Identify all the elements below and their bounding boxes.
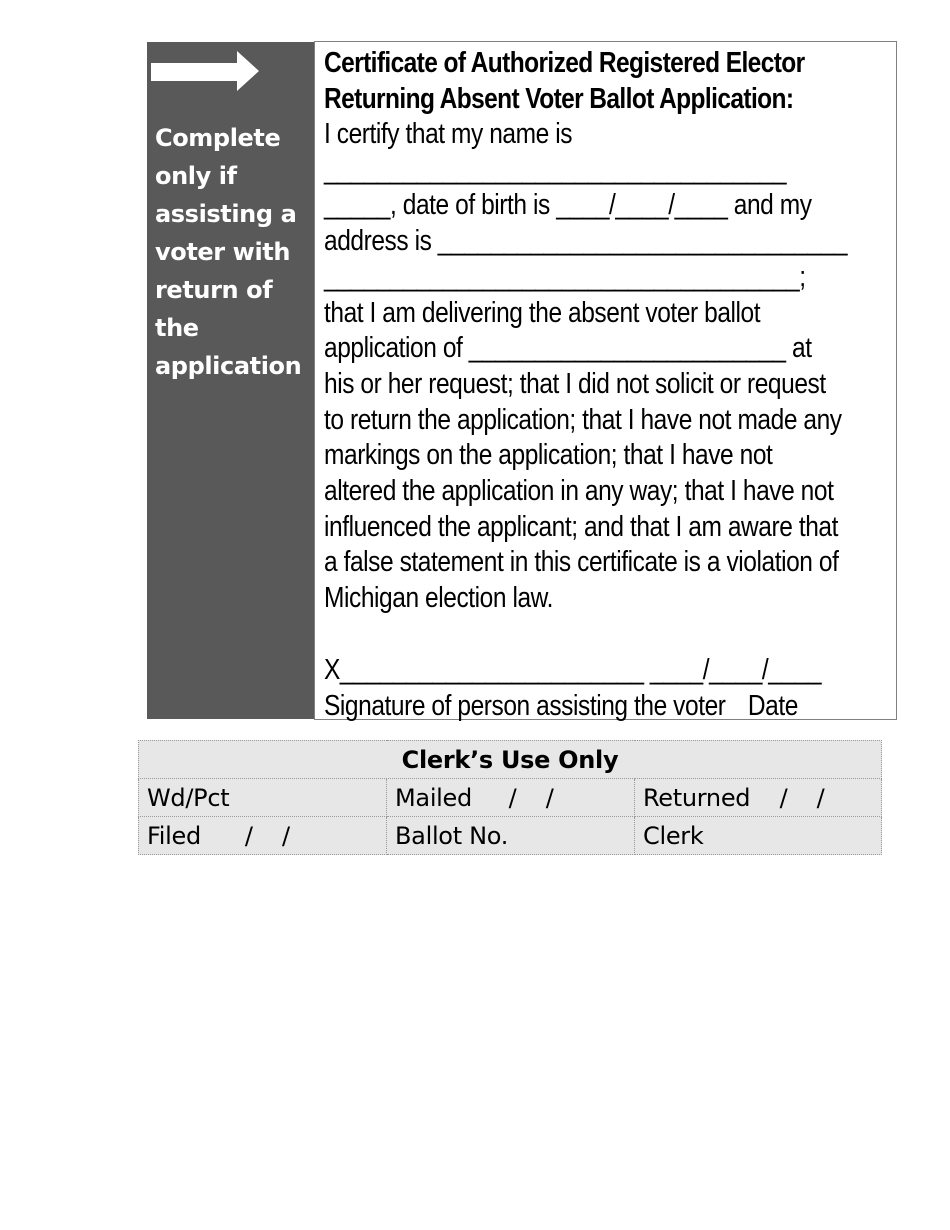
body-line: markings on the application; that I have not bbox=[324, 439, 773, 472]
clerk-table-title: Clerk’s Use Only bbox=[139, 741, 882, 779]
mailed-cell[interactable] bbox=[387, 779, 635, 817]
filed-cell[interactable] bbox=[139, 817, 387, 855]
body-line: influenced the applicant; and that I am aware that bbox=[324, 510, 838, 543]
signature-label: Signature of person assisting the voter bbox=[324, 690, 726, 722]
date-label: Date bbox=[747, 690, 798, 722]
returned-cell[interactable] bbox=[635, 779, 882, 817]
body-line: his or her request; that I did not solicit or request bbox=[324, 367, 826, 400]
clerk-use-table bbox=[138, 740, 882, 855]
date-slashes: / / bbox=[471, 783, 554, 812]
certificate-box bbox=[314, 41, 897, 720]
ballot-no-cell[interactable] bbox=[387, 817, 635, 855]
certificate-title bbox=[324, 45, 805, 117]
body-line: a false statement in this certificate is a violation of bbox=[324, 546, 839, 579]
date-slashes: / / bbox=[750, 783, 825, 812]
body-line: altered the application in any way; that I have not bbox=[324, 475, 834, 508]
signature-caption bbox=[324, 688, 798, 724]
cell-label: Filed bbox=[147, 821, 201, 850]
body-line: to return the application; that I have not made any bbox=[324, 403, 842, 436]
cell-label: Ballot No. bbox=[395, 821, 509, 850]
cell-label: Wd/Pct bbox=[147, 783, 230, 812]
table-row bbox=[139, 741, 882, 779]
cell-label: Mailed bbox=[395, 783, 472, 812]
wd-pct-cell[interactable] bbox=[139, 779, 387, 817]
clerk-cell[interactable] bbox=[635, 817, 882, 855]
cell-label: Clerk bbox=[643, 821, 704, 850]
body-line: Michigan election law. bbox=[324, 582, 553, 615]
signature-date-field[interactable]: X_______________________ ____/____/____ bbox=[324, 654, 822, 686]
body-line: that I am delivering the absent voter ballot bbox=[324, 296, 761, 329]
birthdate-field[interactable]: _____, date of birth is ____/____/____ and my bbox=[324, 189, 812, 222]
sidebar-line: application bbox=[155, 352, 302, 380]
table-row bbox=[139, 779, 882, 817]
sidebar-line: assisting a bbox=[155, 200, 297, 228]
address-field[interactable]: address is _______________________________ bbox=[324, 225, 848, 258]
title-line: Returning Absent Voter Ballot Application: bbox=[324, 83, 794, 115]
sidebar-line: the bbox=[155, 314, 199, 342]
cell-label: Returned bbox=[643, 783, 751, 812]
sidebar-line: Complete bbox=[155, 124, 281, 152]
sidebar-line: only if bbox=[155, 162, 237, 190]
sidebar-line: return of bbox=[155, 276, 273, 304]
certificate-body bbox=[324, 117, 847, 617]
sidebar-line: voter with bbox=[155, 238, 291, 266]
sidebar-instruction bbox=[155, 119, 315, 385]
table-row bbox=[139, 817, 882, 855]
right-arrow-icon bbox=[151, 51, 259, 95]
title-line: Certificate of Authorized Registered Elector bbox=[324, 47, 805, 79]
address-field-continued[interactable]: ____________________________________; bbox=[324, 260, 806, 293]
name-field[interactable]: ___________________________________ bbox=[324, 153, 787, 186]
date-slashes: / / bbox=[200, 821, 290, 850]
instruction-sidebar bbox=[147, 42, 314, 719]
applicant-name-field[interactable]: application of ________________________ at bbox=[324, 332, 812, 365]
body-line: I certify that my name is bbox=[324, 118, 573, 150]
